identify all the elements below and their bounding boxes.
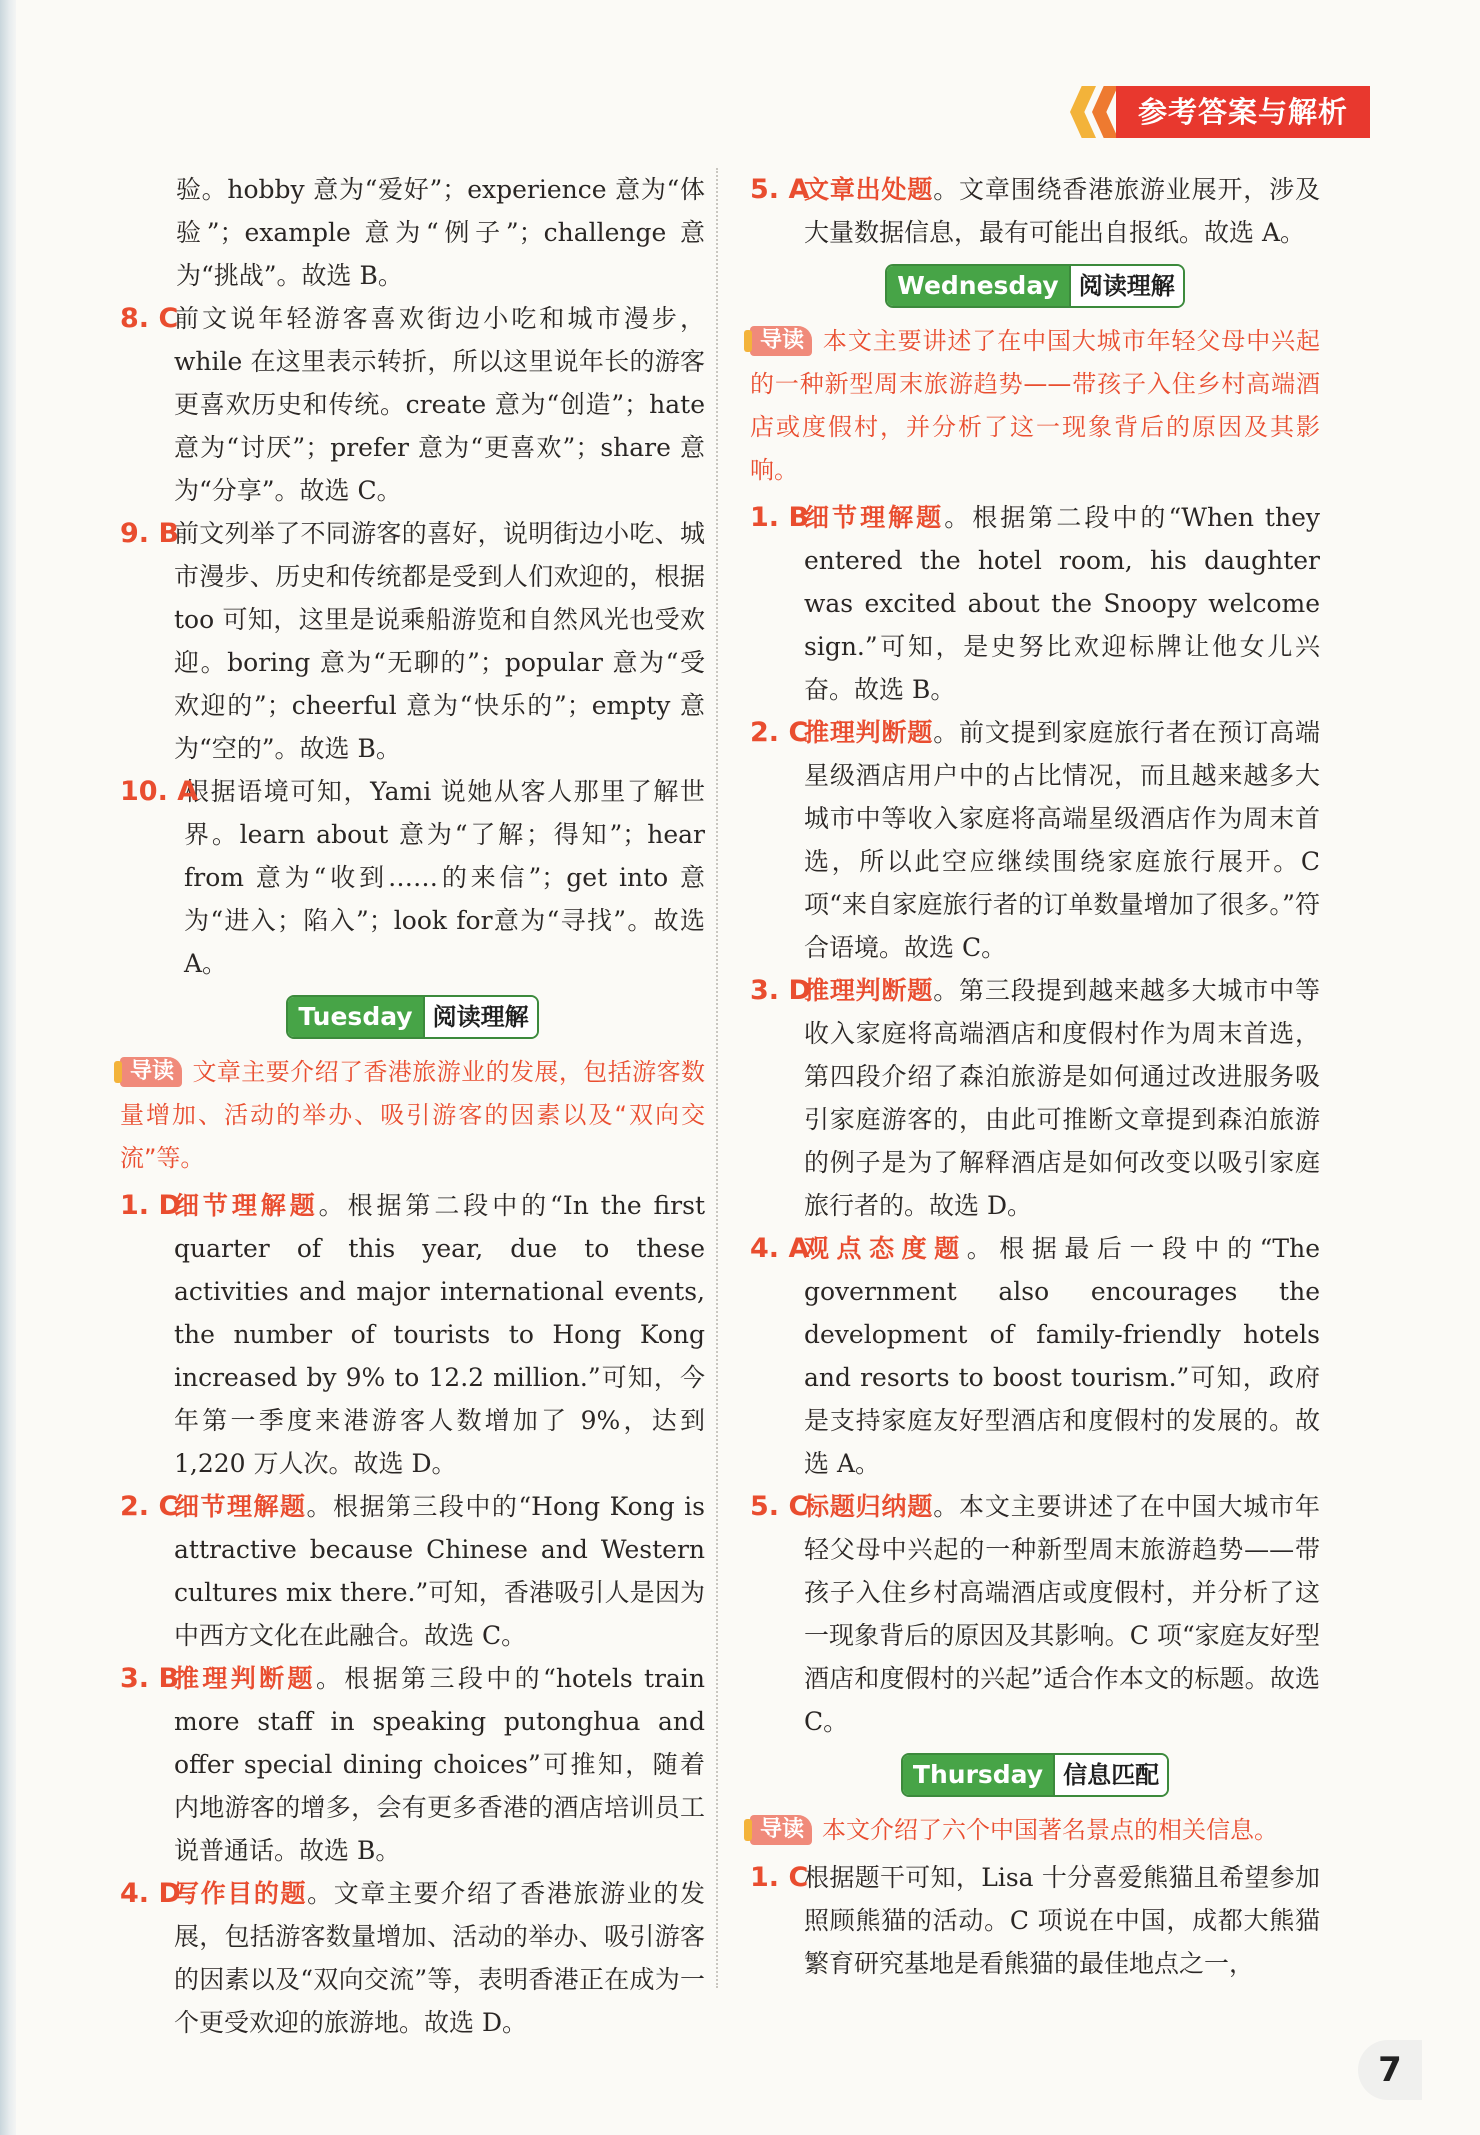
answer-text: 根据题干可知，Lisa 十分喜爱熊猫且希望参加照顾熊猫的活动。C 项说在中国，成都大熊猫繁育研究基地是看熊猫的最佳地点之一， xyxy=(804,1863,1320,1978)
right-column xyxy=(750,168,1320,1985)
answer-number: 5. A xyxy=(750,174,810,205)
guide-text: 本文主要讲述了在中国大城市年轻父母中兴起的一种新型周末旅游趋势——带孩子入住乡村高端酒店或度假村，并分析了这一现象背后的原因及其影响。 xyxy=(750,327,1320,484)
answer-item xyxy=(120,512,705,770)
guide-badge: 导读 xyxy=(750,326,812,356)
answer-item xyxy=(120,1485,705,1657)
guide-badge: 导读 xyxy=(750,1815,812,1845)
answer-number: 5. C xyxy=(750,1491,809,1522)
answer-number: 1. D xyxy=(120,1190,181,1221)
left-column xyxy=(120,168,705,2044)
question-type: 细节理解题 xyxy=(174,1492,307,1521)
guide-badge: 导读 xyxy=(120,1057,182,1087)
answer-item xyxy=(750,969,1320,1227)
guide-paragraph xyxy=(120,1051,705,1180)
answer-text: 根据语境可知，Yami 说她从客人那里了解世界。learn about 意为“了解；得知”；hear from 意为“收到……的来信”；get into 意为“进入；陷入”；look for意为“寻找”。故选 A。 xyxy=(184,777,705,978)
answer-number: 4. D xyxy=(120,1878,181,1909)
question-type: 细节理解题 xyxy=(174,1191,319,1220)
answer-text: 前文列举了不同游客的喜好，说明街边小吃、城市漫步、历史和传统都是受到人们欢迎的，根据 too 可知，这里是说乘船游览和自然风光也受欢迎。boring 意为“无聊的”；popular 意为“受欢迎的”；cheerful 意为“快乐的”；empty 意为“空的”。故选 B。 xyxy=(174,519,705,763)
answer-number: 3. D xyxy=(750,975,811,1006)
answer-item xyxy=(750,1856,1320,1985)
section-day: Thursday xyxy=(903,1755,1053,1795)
guide-text: 文章主要介绍了香港旅游业的发展，包括游客数量增加、活动的举办、吸引游客的因素以及“双向交流”等。 xyxy=(120,1058,705,1172)
answer-item xyxy=(120,1184,705,1485)
answer-number: 9. B xyxy=(120,518,180,549)
answer-item xyxy=(120,1872,705,2044)
answer-key-banner xyxy=(1070,86,1370,138)
section-type: 阅读理解 xyxy=(1069,266,1183,306)
answer-number: 8. C xyxy=(120,303,179,334)
page-number: 7 xyxy=(1358,2040,1422,2100)
question-type: 细节理解题 xyxy=(804,503,945,532)
answer-text: 。根据第三段中的“hotels train more staff in speaking putonghua and offer special dining choices”可推知，随着内地游客的增多，会有更多香港的酒店培训员工说普通话。故选 B。 xyxy=(174,1664,705,1865)
question-type: 推理判断题 xyxy=(804,976,934,1005)
banner-title: 参考答案与解析 xyxy=(1116,86,1370,138)
section-day: Wednesday xyxy=(887,266,1068,306)
answer-text: 。文章围绕香港旅游业展开，涉及大量数据信息，最有可能出自报纸。故选 A。 xyxy=(804,175,1320,247)
answer-number: 10. A xyxy=(120,776,199,807)
section-header-thursday xyxy=(750,1753,1320,1801)
section-day: Tuesday xyxy=(288,997,422,1037)
answer-number: 3. B xyxy=(120,1663,180,1694)
section-type: 信息匹配 xyxy=(1053,1755,1167,1795)
answer-item xyxy=(750,1227,1320,1485)
answer-item xyxy=(750,1485,1320,1743)
answer-text: 。本文主要讲述了在中国大城市年轻父母中兴起的一种新型周末旅游趋势——带孩子入住乡村高端酒店或度假村，并分析了这一现象背后的原因及其影响。C 项“家庭友好型酒店和度假村的兴起”适合作本文的标题。故选 C。 xyxy=(804,1492,1320,1736)
answer-item xyxy=(120,297,705,512)
answer-text: 。根据最后一段中的“The government also encourages the development of family-friendly hotels and resorts to boost tourism.”可知，政府是支持家庭友好型酒店和度假村的发展的。故选 A。 xyxy=(804,1234,1320,1478)
question-type: 文章出处题 xyxy=(804,175,934,204)
answer-number: 2. C xyxy=(750,717,809,748)
answer-text: 前文说年轻游客喜欢街边小吃和城市漫步，while 在这里表示转折，所以这里说年长的游客更喜欢历史和传统。create 意为“创造”；hate 意为“讨厌”；prefer 意为“更喜欢”；share 意为“分享”。故选 C。 xyxy=(174,304,705,505)
answer-item xyxy=(120,1657,705,1872)
answer-item xyxy=(750,168,1320,254)
guide-text: 本文介绍了六个中国著名景点的相关信息。 xyxy=(822,1816,1279,1844)
answer-text: 。根据第二段中的“In the first quarter of this year, due to these activities and major international events, the number of tourists to Hong Kong increased by 9% to 12.2 million.”可知，今年第一季度来港游客人数增加了 9%，达到 1,220 万人次。故选 D。 xyxy=(174,1191,705,1478)
column-divider xyxy=(716,168,718,1988)
answer-text: 。文章主要介绍了香港旅游业的发展，包括游客数量增加、活动的举办、吸引游客的因素以及“双向交流”等，表明香港正在成为一个更受欢迎的旅游地。故选 D。 xyxy=(174,1879,705,2037)
answer-text: 。前文提到家庭旅行者在预订高端星级酒店用户中的占比情况，而且越来越多大城市中等收入家庭将高端星级酒店作为周末首选，所以此空应继续围绕家庭旅行展开。C 项“来自家庭旅行者的订单数量增加了很多。”符合语境。故选 C。 xyxy=(804,718,1320,962)
question-type: 推理判断题 xyxy=(174,1664,316,1693)
answer-item xyxy=(120,770,705,985)
answer-number: 4. A xyxy=(750,1233,810,1264)
answer-text: 。第三段提到越来越多大城市中等收入家庭将高端酒店和度假村作为周末首选，第四段介绍了森泊旅游是如何通过改进服务吸引家庭游客的，由此可推断文章提到森泊旅游的例子是为了解释酒店是如何改变以吸引家庭旅行者的。故选 D。 xyxy=(804,976,1320,1220)
question-type: 观点态度题 xyxy=(804,1234,967,1263)
answer-item xyxy=(750,711,1320,969)
question-type: 推理判断题 xyxy=(804,718,934,747)
section-header-tuesday xyxy=(120,995,705,1043)
banner-chevron-icon xyxy=(1092,86,1118,138)
answer-number: 2. C xyxy=(120,1491,179,1522)
question-type: 标题归纳题 xyxy=(804,1492,934,1521)
continued-answer-text: 验。hobby 意为“爱好”；experience 意为“体验”；example 意为“例子”；challenge 意为“挑战”。故选 B。 xyxy=(176,175,705,290)
answer-text: 。根据第三段中的“Hong Kong is attractive because Chinese and Western cultures mix there.”可知，香港吸引人是因为中西方文化在此融合。故选 C。 xyxy=(174,1492,705,1650)
section-header-wednesday xyxy=(750,264,1320,312)
answer-number: 1. B xyxy=(750,502,810,533)
guide-paragraph xyxy=(750,1809,1320,1852)
question-type: 写作目的题 xyxy=(174,1879,308,1908)
answer-text: 。根据第二段中的“When they entered the hotel room, his daughter was excited about the Snoopy welcome sign.”可知，是史努比欢迎标牌让他女儿兴奋。故选 B。 xyxy=(804,503,1320,704)
answer-number: 1. C xyxy=(750,1862,809,1893)
section-type: 阅读理解 xyxy=(423,997,537,1037)
book-spine-edge xyxy=(0,0,16,2135)
answer-item xyxy=(750,496,1320,711)
guide-paragraph xyxy=(750,320,1320,492)
